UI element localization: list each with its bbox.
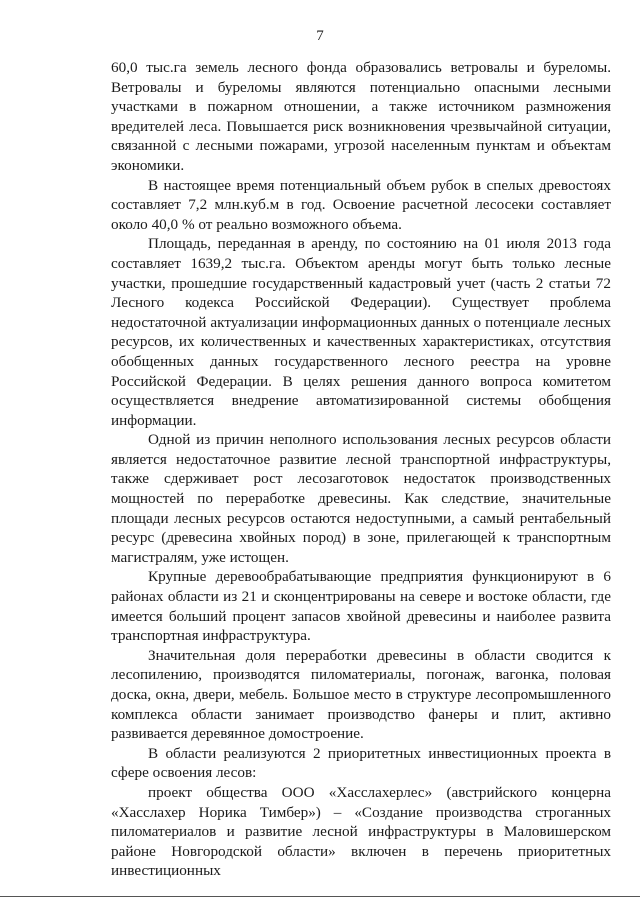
paragraph-1: 60,0 тыс.га земель лесного фонда образовались ветровалы и буреломы. Ветровалы и буреломы являются потенциально опасными лесными участками в пожарном отношении, а также источником размножения вредителей леса. Повышается риск возникновения чрезвычайной ситуации, связанной с лесными пожарами, угрозой населенным пунктам и объектам экономики.: [111, 59, 611, 174]
paragraph-8: проект общества ООО «Хасслахерлес» (австрийского концерна «Хасслахер Норика Тимбер») – «Создание производства строганных пиломатериалов и развитие лесной инфраструктуры в Маловишерском районе Новгородской области» включен в перечень приоритетных инвестиционных: [111, 783, 611, 880]
paragraph-6: Значительная доля переработки древесины в области сводится к лесопилению, производятся пиломатериалы, погонаж, вагонка, половая доска, окна, двери, мебель. Большое место в структуре лесопромышленного комплекса области занимает производство фанеры и плит, активно развивается деревянное домостроение.: [111, 646, 611, 743]
paragraph-3: Площадь, переданная в аренду, по состоянию на 01 июля 2013 года составляет 1639,2 тыс.га. Объектом аренды могут быть только лесные участки, прошедшие государственный кадастровый учет (часть 2 статьи 72 Лесного кодекса Российской Федерации). Существует проблема недостаточной актуализации информационных данных о потенциале лесных ресурсов, их количественных и качественных характеристиках, отсутствия обобщенных данных государственного лесного реестра на уровне Российской Федерации. В целях решения данного вопроса комитетом осуществляется внедрение автоматизированной системы обобщения информации.: [111, 235, 611, 429]
paragraph-7: В области реализуются 2 приоритетных инвестиционных проекта в сфере освоения лесов:: [111, 744, 611, 782]
paragraph-2: В настоящее время потенциальный объем рубок в спелых древостоях составляет 7,2 млн.куб.м в год. Освоение расчетной лесосеки составляет около 40,0 % от реально возможного объема.: [111, 176, 611, 233]
paragraph-4: Одной из причин неполного использования лесных ресурсов области является недостаточное развитие лесной транспортной инфраструктуры, также сдерживает рост лесозаготовок недостаток производственных мощностей по переработке древесины. Как следствие, значительные площади лесных ресурсов остаются недоступными, а самый рентабельный ресурс (древесина хвойных пород) в зоне, прилегающей к транспортным магистралям, уже истощен.: [111, 431, 611, 566]
page-bottom-divider: [0, 896, 640, 897]
page-number: 7: [316, 28, 324, 44]
paragraph-5: Крупные деревообрабатывающие предприятия функционируют в 6 районах области из 21 и сконцентрированы на севере и востоке области, где имеется больший процент запасов хвойной древесины и наиболее развита транспортная инфраструктура.: [111, 568, 611, 645]
document-body: [111, 58, 611, 881]
